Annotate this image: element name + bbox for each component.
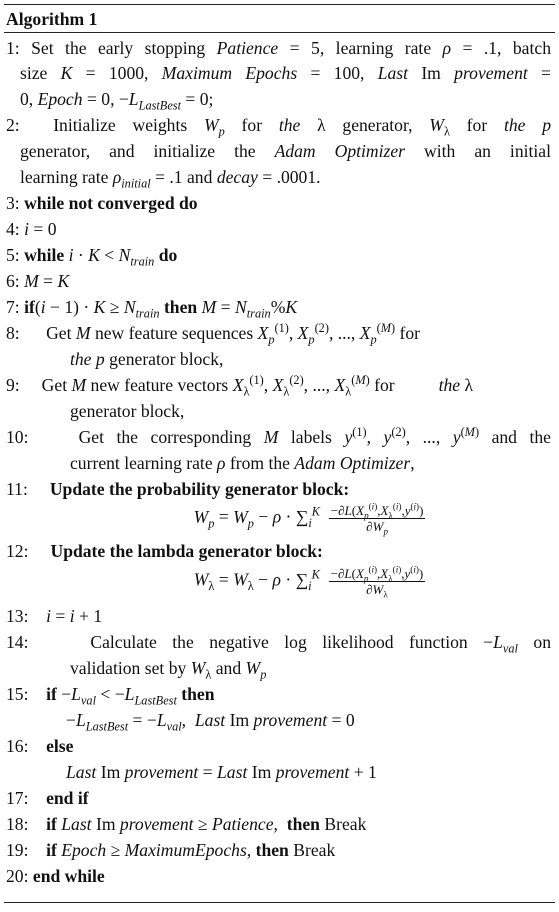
top-rule — [4, 4, 555, 5]
algo-line-15b: $-L_{LastBest} = -L_{val}$, Last Im provement = 0 — [66, 710, 355, 734]
algo-line-9a: 9: Get M new feature vectors $X_\lambda^{(1)}$, $X_\lambda^{(2)}$, ..., $X_\lambda^{(M)}$ for the λ — [6, 373, 474, 399]
algo-line-16b: Last Im provement = Last Im provement + 1 — [66, 762, 377, 782]
algo-line-16: 16: else — [6, 736, 74, 756]
algo-line-18: 18: if Last Im provement ≥ Patience, then Break — [6, 814, 367, 834]
algo-line-14a: 14: Calculate the negative log likelihood function $-L_{val}$ on — [6, 632, 551, 656]
algo-line-11: 11: Update the probability generator block: — [6, 479, 350, 499]
algo-line-2b: generator, and initialize the Adam Optimizer with an initial — [20, 141, 551, 161]
algo-line-8b: the p generator block, — [70, 349, 224, 369]
algo-line-7: 7: $if(i - 1) \cdot K \ge N_{train}$ then $M = N_{train}\%K$ — [6, 297, 298, 321]
algo-line-5: 5: while $i \cdot K < N_{train}$ do — [6, 245, 178, 269]
algo-line-1a: 1: Set the early stopping Patience = 5, learning rate ρ = .1, batch — [6, 38, 551, 58]
algo-line-15: 15: if $-L_{val} < -L_{LastBest}$ then — [6, 684, 215, 708]
algo-line-13: 13: i = i + 1 — [6, 606, 103, 626]
algo-line-2c: learning rate $\rho_{initial} = .1$ and decay = .0001. — [20, 167, 321, 191]
algo-line-9b: generator block, — [70, 401, 185, 421]
algo-line-19: 19: if Epoch ≥ MaximumEpochs, then Break — [6, 840, 336, 860]
algo-line-12: 12: Update the lambda generator block: — [6, 541, 323, 561]
algo-line-2a: 2: Initialize weights $W_p$ for the λ generator, $W_\lambda$ for the p — [6, 115, 552, 139]
algo-line-6: 6: M = K — [6, 271, 70, 291]
algo-line-3: 3: while not converged do — [6, 193, 198, 213]
algo-line-4: 4: i = 0 — [6, 219, 57, 239]
equation-11: $W_p = W_p - \rho \cdot \sum_i^K$ $\frac{-\partial L(X_p^{(i)},X_\lambda^{(i)},y^{(i)})}{\partial W_p}$ — [193, 501, 424, 537]
algo-line-14b: validation set by $W_\lambda$ and $W_p$ — [70, 658, 267, 682]
title-rule — [4, 32, 555, 33]
algo-line-17: 17: end if — [6, 788, 89, 808]
algo-line-10a: 10: Get the corresponding M labels $y^{(1)}$, $y^{(2)}$, ..., $y^{(M)}$ and the — [6, 425, 551, 447]
equation-12: $W_\lambda = W_\lambda - \rho \cdot \sum_i^K$ $\frac{-\partial L(X_p^{(i)},X_\lambda^{(i)},y^{(i)})}{\partial W_\lambda}$ — [193, 564, 424, 600]
algo-line-1c: 0, Epoch = 0, $-L_{LastBest} = 0$; — [20, 89, 214, 113]
algo-line-20: 20: end while — [6, 866, 105, 886]
algorithm-title: Algorithm 1 — [6, 9, 98, 29]
algo-line-1b: size K = 1000, Maximum Epochs = 100, Last Im provement = — [20, 63, 551, 83]
bottom-rule — [4, 902, 555, 903]
algo-line-8a: 8: Get M new feature sequences $X_p^{(1)}$, $X_p^{(2)}$, ..., $X_p^{(M)}$ for — [6, 321, 421, 347]
algo-line-10b: current learning rate ρ from the Adam Optimizer, — [70, 453, 415, 473]
